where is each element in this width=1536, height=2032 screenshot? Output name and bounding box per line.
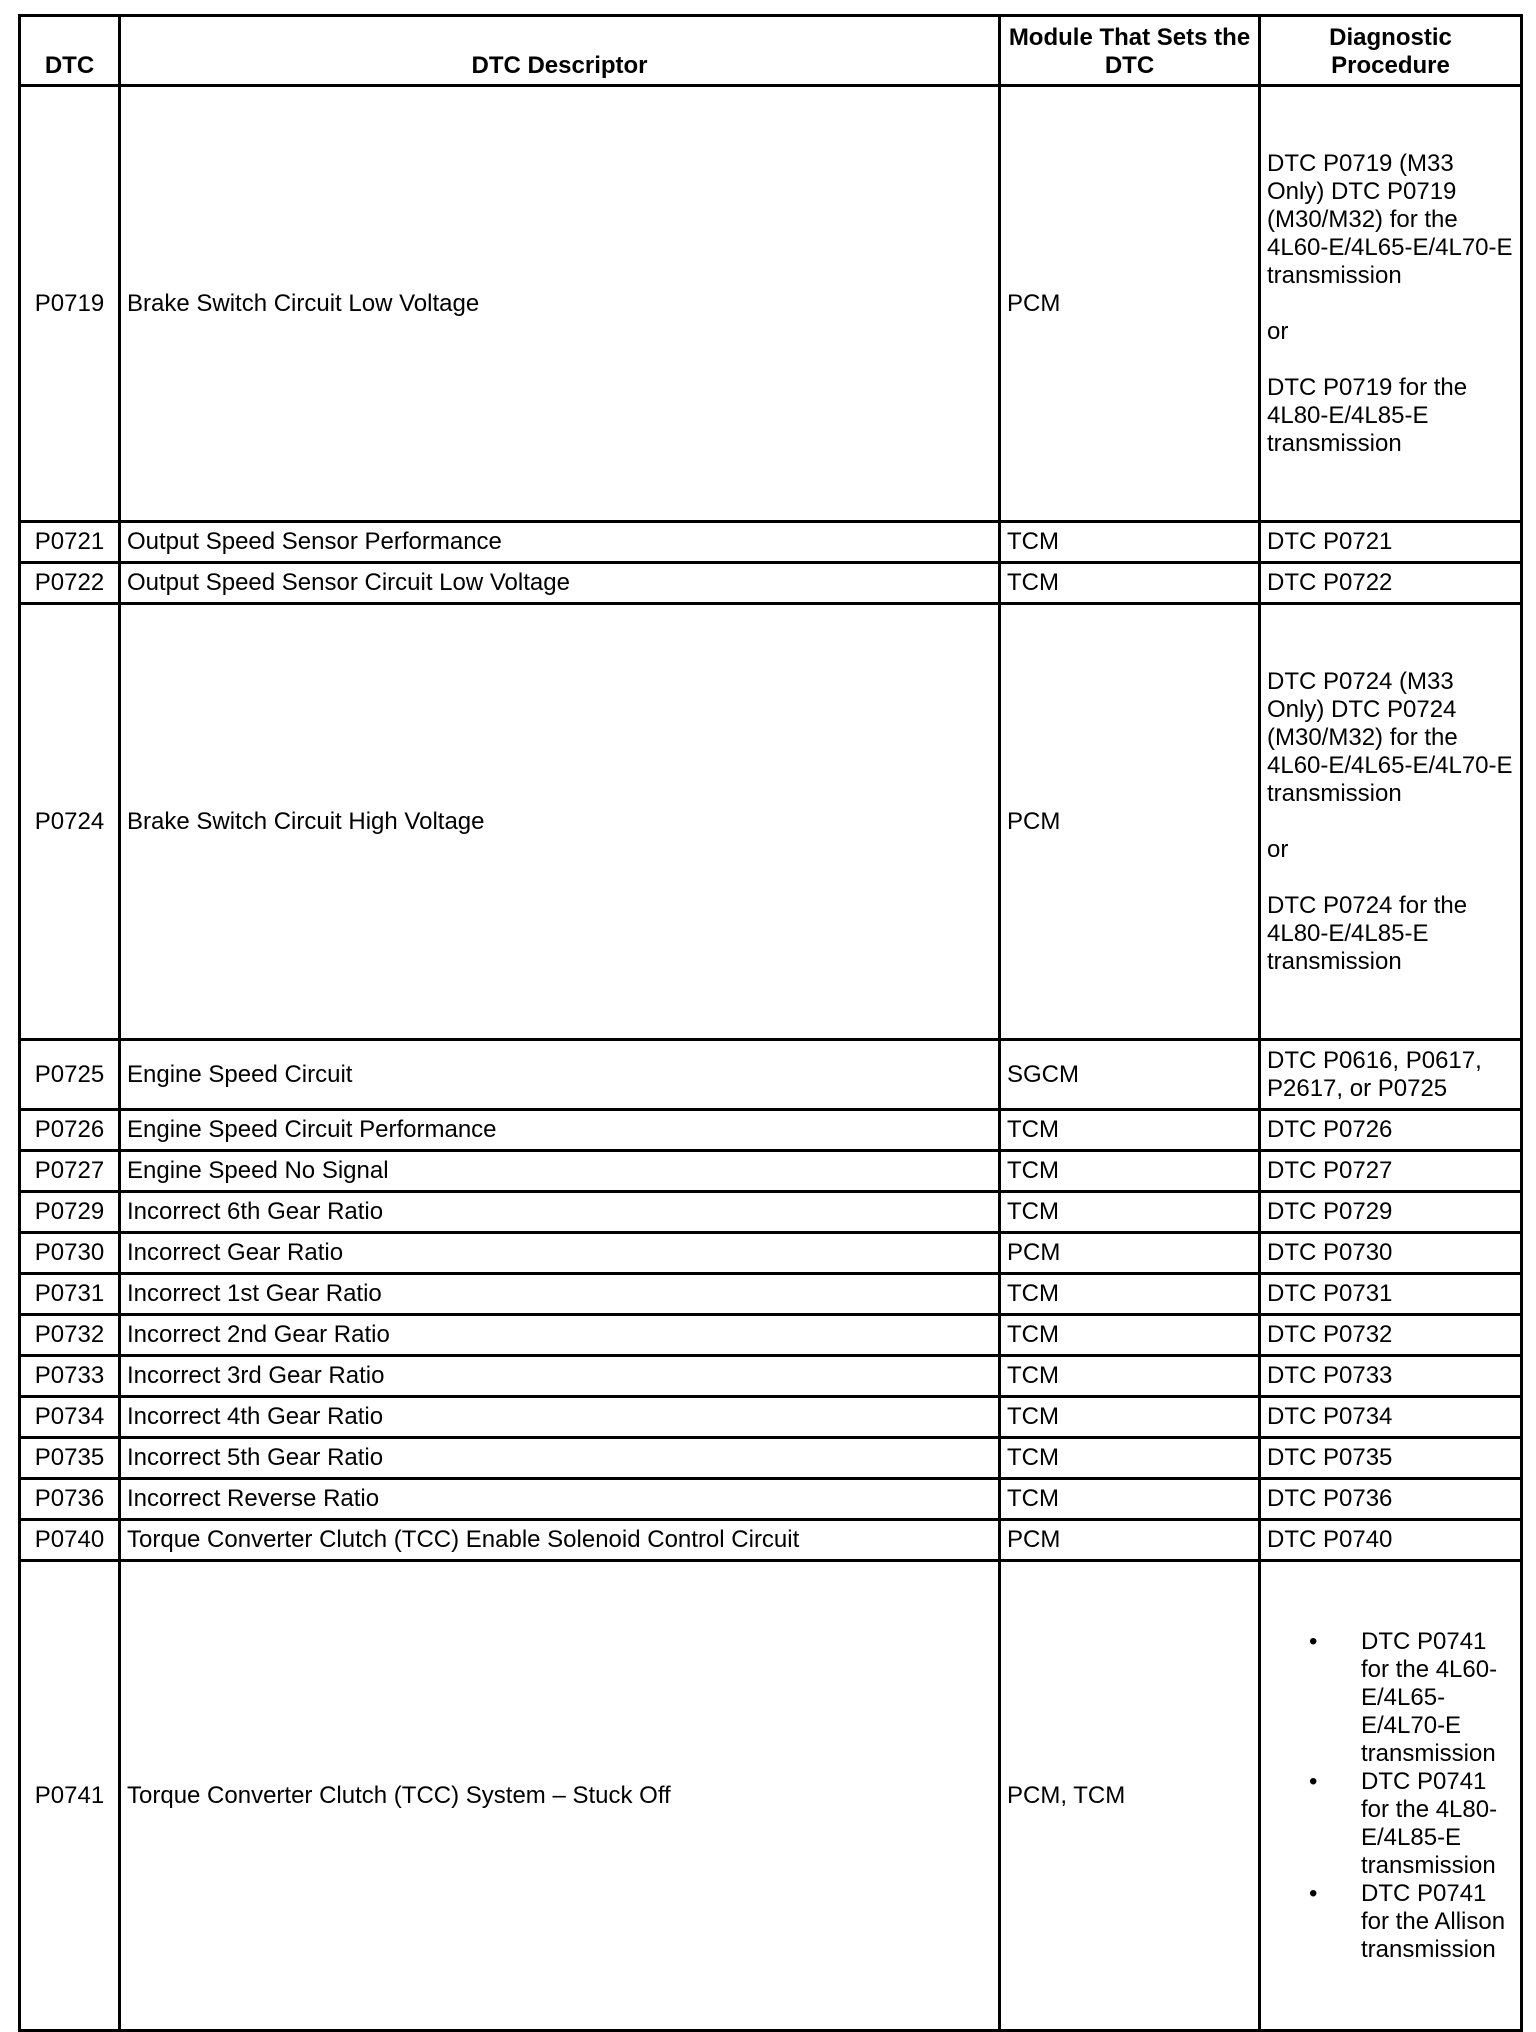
- dtc-code: P0736: [20, 1479, 120, 1520]
- dtc-table: [18, 14, 1523, 2032]
- dtc-module: TCM: [1000, 563, 1260, 604]
- dtc-descriptor: Engine Speed Circuit Performance: [120, 1110, 1000, 1151]
- table-row: [20, 1397, 1522, 1438]
- procedure-line: DTC P0724 for the 4L80-E/4L85-E transmission: [1267, 891, 1468, 975]
- table-row: [20, 1192, 1522, 1233]
- dtc-module: TCM: [1000, 1356, 1260, 1397]
- table-row: [20, 1561, 1522, 2031]
- dtc-code: P0721: [20, 522, 120, 563]
- dtc-module: TCM: [1000, 1151, 1260, 1192]
- dtc-descriptor: Output Speed Sensor Performance: [120, 522, 1000, 563]
- dtc-code: P0740: [20, 1520, 120, 1561]
- dtc-procedure: DTC P0731: [1260, 1274, 1522, 1315]
- dtc-procedure: DTC P0740: [1260, 1520, 1522, 1561]
- table-row: [20, 1151, 1522, 1192]
- table-row: [20, 86, 1522, 522]
- dtc-procedure: DTC P0735: [1260, 1438, 1522, 1479]
- dtc-module: PCM: [1000, 86, 1260, 522]
- dtc-descriptor: Torque Converter Clutch (TCC) Enable Solenoid Control Circuit: [120, 1520, 1000, 1561]
- dtc-code: P0730: [20, 1233, 120, 1274]
- dtc-code: P0727: [20, 1151, 120, 1192]
- dtc-descriptor: Engine Speed No Signal: [120, 1151, 1000, 1192]
- dtc-descriptor: Torque Converter Clutch (TCC) System – Stuck Off: [120, 1561, 1000, 2031]
- procedure-item-text: DTC P0741 for the 4L80-E/4L85-E transmission: [1361, 1767, 1498, 1879]
- dtc-descriptor: Brake Switch Circuit Low Voltage: [120, 86, 1000, 522]
- dtc-procedure: DTC P0733: [1260, 1356, 1522, 1397]
- header-descriptor: DTC Descriptor: [120, 16, 1000, 86]
- table-row: [20, 1356, 1522, 1397]
- list-item: [1261, 1768, 1514, 1880]
- dtc-procedure: DTC P0721: [1260, 522, 1522, 563]
- procedure-line: DTC P0724 (M33 Only) DTC P0724 (M30/M32) for the 4L60-E/4L65-E/4L70-E transmission: [1267, 667, 1513, 807]
- header-procedure: Diagnostic Procedure: [1260, 16, 1522, 86]
- dtc-procedure: DTC P0722: [1260, 563, 1522, 604]
- header-dtc: DTC: [20, 16, 120, 86]
- dtc-module: PCM, TCM: [1000, 1561, 1260, 2031]
- table-row: [20, 1315, 1522, 1356]
- dtc-procedure: [1260, 604, 1522, 1040]
- header-module: Module That Sets the DTC: [1000, 16, 1260, 86]
- dtc-module: PCM: [1000, 604, 1260, 1040]
- dtc-descriptor: Engine Speed Circuit: [120, 1040, 1000, 1110]
- dtc-module: TCM: [1000, 1110, 1260, 1151]
- table-row: [20, 1233, 1522, 1274]
- dtc-descriptor: Incorrect 3rd Gear Ratio: [120, 1356, 1000, 1397]
- dtc-module: SGCM: [1000, 1040, 1260, 1110]
- dtc-descriptor: Incorrect 1st Gear Ratio: [120, 1274, 1000, 1315]
- procedure-line: DTC P0719 for the 4L80-E/4L85-E transmission: [1267, 373, 1468, 457]
- dtc-code: P0724: [20, 604, 120, 1040]
- dtc-module: TCM: [1000, 1479, 1260, 1520]
- dtc-procedure: DTC P0736: [1260, 1479, 1522, 1520]
- table-header-row: [20, 16, 1522, 86]
- dtc-code: P0729: [20, 1192, 120, 1233]
- dtc-code: P0741: [20, 1561, 120, 2031]
- procedure-line: DTC P0719 (M33 Only) DTC P0719 (M30/M32) for the 4L60-E/4L65-E/4L70-E transmission: [1267, 149, 1513, 289]
- dtc-procedure: DTC P0726: [1260, 1110, 1522, 1151]
- dtc-procedure: [1260, 86, 1522, 522]
- dtc-module: TCM: [1000, 1397, 1260, 1438]
- dtc-procedure: DTC P0729: [1260, 1192, 1522, 1233]
- procedure-line: or: [1267, 317, 1289, 345]
- dtc-descriptor: Output Speed Sensor Circuit Low Voltage: [120, 563, 1000, 604]
- dtc-code: P0725: [20, 1040, 120, 1110]
- bullet-icon: •: [1309, 1767, 1318, 1795]
- dtc-procedure: DTC P0730: [1260, 1233, 1522, 1274]
- dtc-descriptor: Brake Switch Circuit High Voltage: [120, 604, 1000, 1040]
- procedure-item-text: DTC P0741 for the 4L60-E/4L65-E/4L70-E transmission: [1361, 1627, 1498, 1767]
- table-row: [20, 1438, 1522, 1479]
- procedure-list: [1261, 1628, 1514, 1964]
- dtc-procedure: DTC P0732: [1260, 1315, 1522, 1356]
- dtc-code: P0719: [20, 86, 120, 522]
- table-row: [20, 563, 1522, 604]
- table-row: [20, 522, 1522, 563]
- dtc-procedure: DTC P0727: [1260, 1151, 1522, 1192]
- dtc-descriptor: Incorrect 6th Gear Ratio: [120, 1192, 1000, 1233]
- dtc-descriptor: Incorrect 4th Gear Ratio: [120, 1397, 1000, 1438]
- table-row: [20, 1274, 1522, 1315]
- dtc-procedure: DTC P0616, P0617, P2617, or P0725: [1260, 1040, 1522, 1110]
- table-row: [20, 1040, 1522, 1110]
- table-row: [20, 1479, 1522, 1520]
- dtc-procedure: [1260, 1561, 1522, 2031]
- dtc-module: PCM: [1000, 1233, 1260, 1274]
- dtc-procedure: DTC P0734: [1260, 1397, 1522, 1438]
- dtc-code: P0722: [20, 563, 120, 604]
- table-row: [20, 1110, 1522, 1151]
- table-row: [20, 604, 1522, 1040]
- table-row: [20, 1520, 1522, 1561]
- dtc-module: PCM: [1000, 1520, 1260, 1561]
- dtc-code: P0731: [20, 1274, 120, 1315]
- dtc-code: P0735: [20, 1438, 120, 1479]
- bullet-icon: •: [1309, 1627, 1318, 1655]
- dtc-descriptor: Incorrect Reverse Ratio: [120, 1479, 1000, 1520]
- dtc-code: P0733: [20, 1356, 120, 1397]
- dtc-module: TCM: [1000, 1315, 1260, 1356]
- dtc-module: TCM: [1000, 1192, 1260, 1233]
- dtc-descriptor: Incorrect Gear Ratio: [120, 1233, 1000, 1274]
- list-item: [1261, 1880, 1514, 1964]
- dtc-module: TCM: [1000, 1438, 1260, 1479]
- dtc-code: P0732: [20, 1315, 120, 1356]
- list-item: [1261, 1628, 1514, 1768]
- procedure-item-text: DTC P0741 for the Allison transmission: [1361, 1879, 1506, 1963]
- dtc-descriptor: Incorrect 5th Gear Ratio: [120, 1438, 1000, 1479]
- bullet-icon: •: [1309, 1879, 1318, 1907]
- procedure-line: or: [1267, 835, 1289, 863]
- dtc-descriptor: Incorrect 2nd Gear Ratio: [120, 1315, 1000, 1356]
- dtc-code: P0726: [20, 1110, 120, 1151]
- dtc-module: TCM: [1000, 522, 1260, 563]
- dtc-module: TCM: [1000, 1274, 1260, 1315]
- dtc-code: P0734: [20, 1397, 120, 1438]
